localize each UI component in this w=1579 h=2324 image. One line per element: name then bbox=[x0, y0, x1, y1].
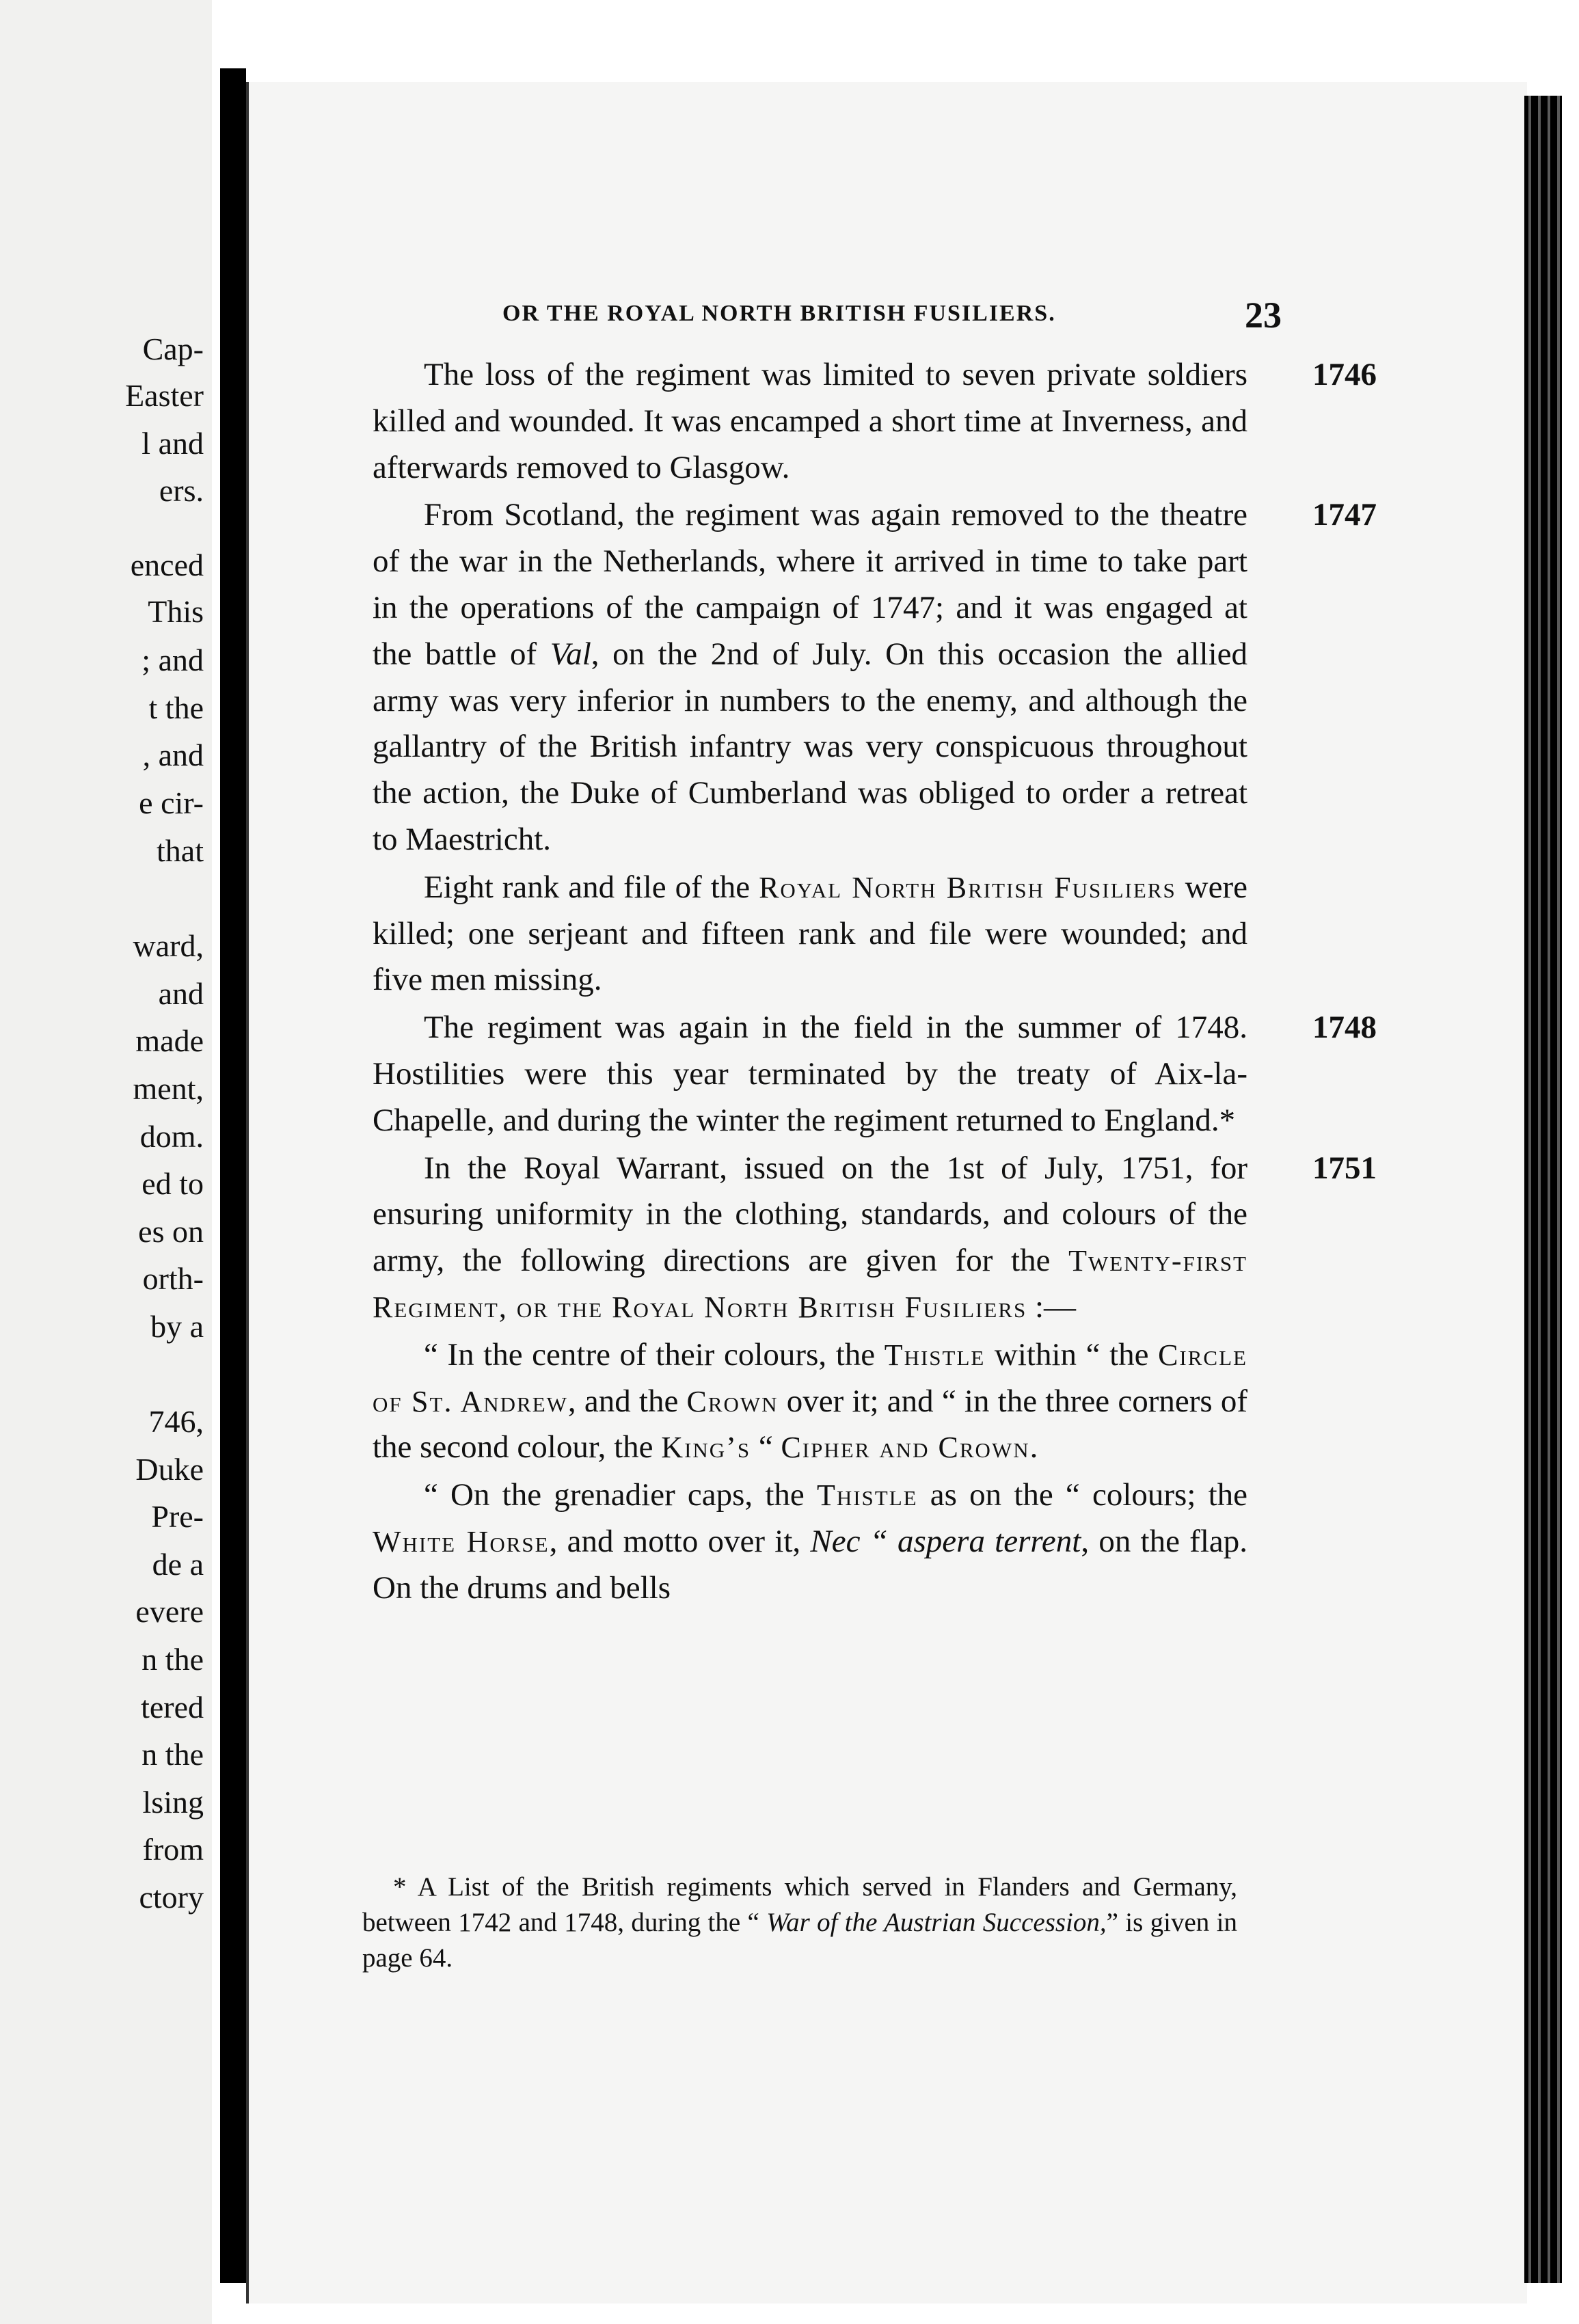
left-fragment: lsing bbox=[142, 1785, 204, 1820]
left-fragment: Easter bbox=[125, 378, 204, 413]
left-fragment: and bbox=[158, 976, 204, 1011]
left-fragment: e cir- bbox=[139, 785, 204, 820]
left-fragment: This bbox=[148, 594, 204, 629]
paragraph-text: over it; and “ in the three corners of the second colour, the bbox=[373, 1383, 1248, 1465]
small-caps-text: Crown bbox=[686, 1384, 779, 1418]
left-fragment: tered bbox=[141, 1690, 204, 1725]
left-fragment: l and bbox=[141, 426, 204, 461]
paragraph-text: , on the 2nd of July. On this occasion the allied army was very inferior in numbers to the enemy, and although the gallantry of the British infantry was very conspicuous throughout the action, the Duke of Cumberland was obliged to order a retreat to Maestricht. bbox=[373, 636, 1247, 857]
paragraph bbox=[373, 865, 1247, 1003]
footnote-part: * A List of the British regiments which served in Flanders and Germany, between 1742 and 1748, during the “ bbox=[362, 1872, 1237, 1937]
footnote-italic: War of the Austrian Succession, bbox=[766, 1908, 1107, 1937]
paragraph-text: , and the bbox=[567, 1383, 687, 1419]
paragraph bbox=[373, 1005, 1377, 1144]
paragraph-text: “ On the grenadier caps, the bbox=[424, 1477, 817, 1513]
paragraph-text: , and motto over it, bbox=[549, 1523, 811, 1559]
paragraph bbox=[373, 352, 1377, 491]
small-caps-text: Royal North British Fusiliers bbox=[759, 870, 1176, 904]
small-caps-text: White Horse bbox=[373, 1524, 550, 1558]
margin-year: 1748 bbox=[1312, 1010, 1377, 1046]
left-fragment: dom. bbox=[139, 1119, 204, 1154]
paragraph-text: as on the “ colours; the bbox=[917, 1477, 1247, 1513]
page-edge bbox=[1524, 96, 1562, 2283]
left-fragment: t the bbox=[148, 690, 204, 725]
footnote-text bbox=[362, 1869, 1237, 1976]
left-fragment: from bbox=[142, 1832, 204, 1867]
paragraph bbox=[373, 492, 1377, 863]
paragraph-text: were killed; one serjeant and fifteen rank and file were wounded; and five men missing. bbox=[373, 869, 1247, 998]
small-caps-text: Circle of St. Andrew bbox=[373, 1338, 1247, 1418]
left-fragment: 746, bbox=[148, 1404, 204, 1439]
left-fragment: made bbox=[135, 1023, 204, 1058]
paragraph bbox=[373, 1332, 1247, 1471]
paragraph-text: The loss of the regiment was limited to seven private soldiers killed and wounded. It was encamped a short time at Inverness, and afterwards removed to Glasgow. bbox=[373, 357, 1247, 485]
paragraph bbox=[373, 1472, 1247, 1611]
paragraph-text: :— bbox=[1027, 1288, 1077, 1325]
small-caps-text: Cipher and Crown bbox=[781, 1431, 1030, 1465]
left-fragment: ment, bbox=[133, 1071, 204, 1106]
italic-text: Nec “ aspera terrent bbox=[810, 1523, 1081, 1559]
footnote bbox=[362, 1869, 1237, 1976]
left-fragment: es on bbox=[138, 1214, 204, 1249]
paragraph-text: The regiment was again in the field in the summer of 1748. Hostilities were this year terminated by the treaty of Aix-la-Chapelle, and during the winter the regiment returned to England.* bbox=[373, 1010, 1247, 1138]
left-page-edge bbox=[0, 0, 212, 2324]
margin-year: 1746 bbox=[1312, 357, 1377, 392]
left-fragment: , and bbox=[142, 738, 204, 772]
left-fragment: ed to bbox=[141, 1166, 204, 1201]
left-fragment: that bbox=[157, 833, 204, 868]
small-caps-text: Twenty-first Regiment, or the Royal North British Fusiliers bbox=[373, 1244, 1247, 1324]
margin-year: 1751 bbox=[1312, 1150, 1377, 1186]
left-fragment: ers. bbox=[159, 473, 204, 508]
paragraph-text: From Scotland, the regiment was again removed to the theatre of the war in the Netherlands, where it arrived in time to take part in the operations of the campaign of 1747; and it was engaged at the battle of bbox=[373, 497, 1247, 672]
paragraph-text: Eight rank and file of the bbox=[424, 869, 759, 905]
left-fragment: orth- bbox=[142, 1261, 204, 1296]
page-header bbox=[502, 294, 1282, 335]
paragraph-text: , on the flap. On the drums and bells bbox=[373, 1523, 1248, 1606]
left-fragment: ctory bbox=[139, 1880, 204, 1915]
left-fragment: enced bbox=[130, 548, 204, 582]
running-head: OR THE ROYAL NORTH BRITISH FUSILIERS. bbox=[502, 301, 1056, 326]
small-caps-text: Thistle bbox=[816, 1478, 918, 1513]
left-fragment: n the bbox=[141, 1737, 204, 1772]
body-text bbox=[373, 352, 1377, 1612]
left-fragment: ; and bbox=[141, 643, 204, 677]
footnote-part: ” is given in page 64. bbox=[362, 1908, 1237, 1973]
book-gutter bbox=[220, 68, 246, 2283]
left-fragment: de a bbox=[152, 1547, 204, 1582]
paragraph-text: In the Royal Warrant, issued on the 1st of July, 1751, for ensuring uniformity in the clothing, standards, and colours of the army, the following directions are given for the bbox=[373, 1150, 1247, 1279]
left-fragment: evere bbox=[135, 1594, 204, 1629]
paragraph-text: within “ the bbox=[985, 1336, 1159, 1373]
left-fragment: Cap- bbox=[142, 332, 204, 366]
left-fragment: ward, bbox=[133, 928, 204, 963]
paragraph bbox=[373, 1146, 1377, 1331]
paragraph-text: “ In the centre of their colours, the bbox=[424, 1336, 885, 1373]
left-fragment: n the bbox=[141, 1642, 204, 1677]
margin-year: 1747 bbox=[1312, 497, 1377, 533]
paragraph-text: “ bbox=[751, 1429, 781, 1465]
left-fragment: Duke bbox=[135, 1452, 204, 1487]
left-fragment: by a bbox=[150, 1309, 204, 1344]
page-number: 23 bbox=[1245, 295, 1282, 336]
paragraph-text: . bbox=[1029, 1429, 1038, 1465]
small-caps-text: King’s bbox=[661, 1431, 751, 1465]
small-caps-text: Thistle bbox=[884, 1338, 986, 1372]
italic-text: Val bbox=[550, 636, 591, 672]
left-fragment: Pre- bbox=[151, 1499, 204, 1534]
